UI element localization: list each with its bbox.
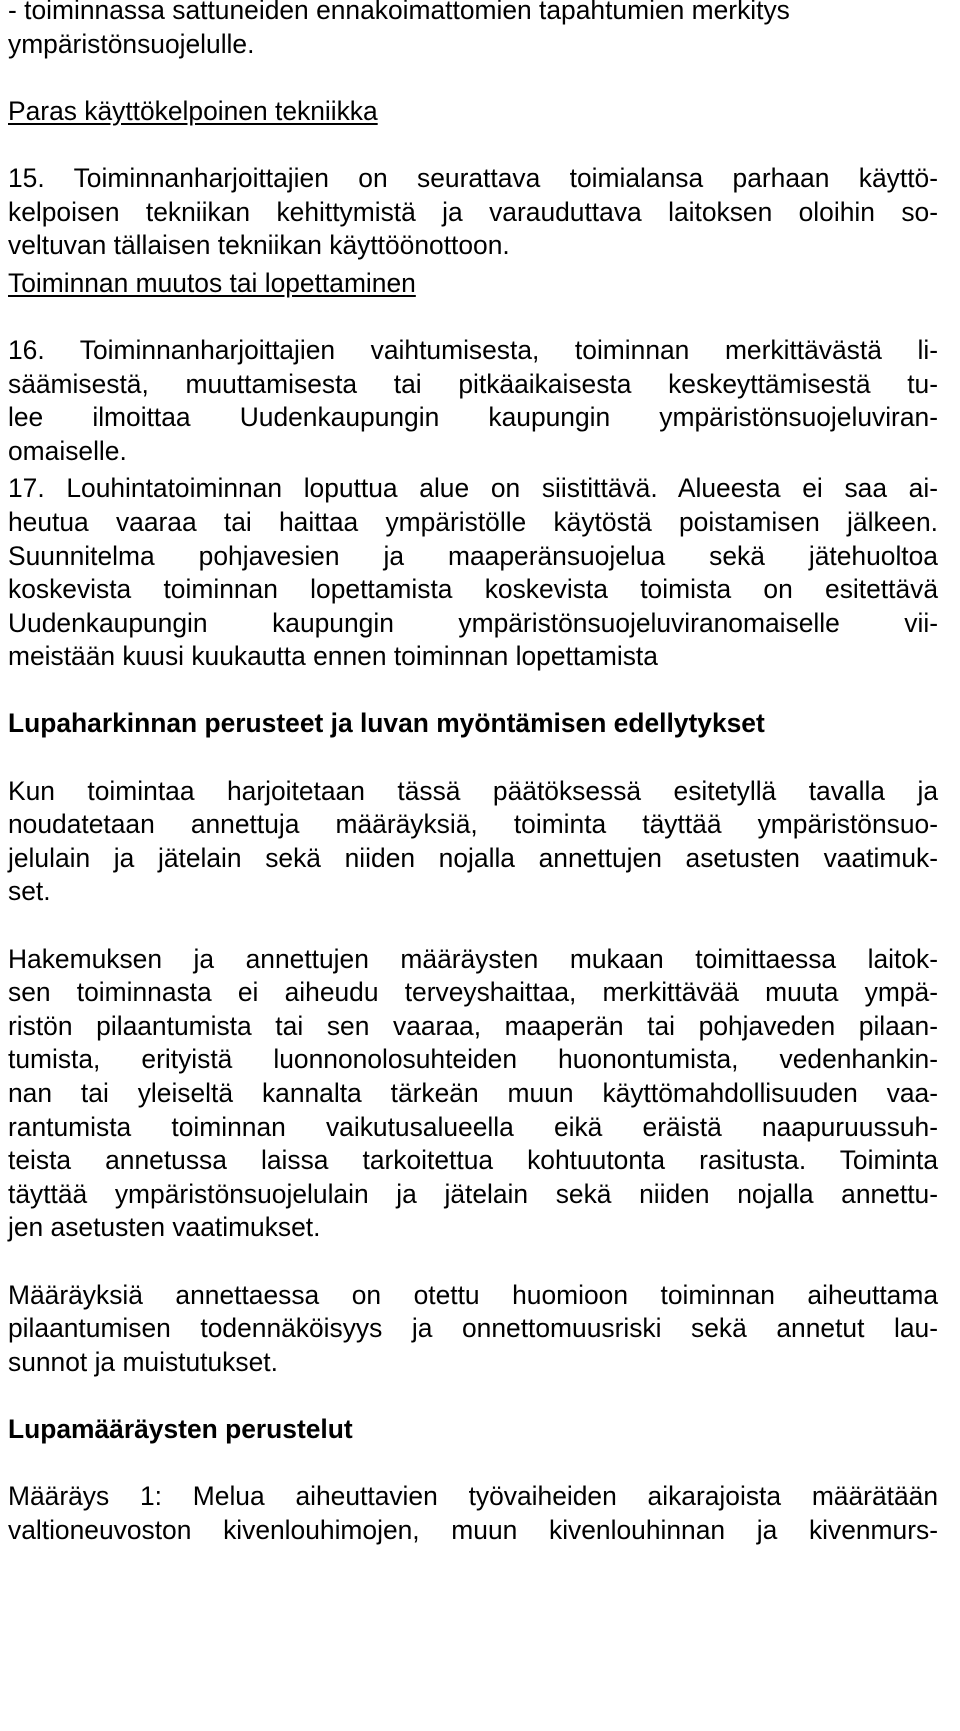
text-line: Määräys 1: Melua aiheuttavien työvaiheiden aikarajoista määrätään — [8, 1481, 938, 1512]
text-line: valtioneuvoston kivenlouhimojen, muun kivenlouhinnan ja kivenmurs- — [8, 1514, 938, 1545]
text-line: 17. Louhintatoiminnan loputtua alue on siistittävä. Alueesta ei saa ai- — [8, 473, 938, 504]
text-line: jelulain ja jätelain sekä niiden nojalla annettujen asetusten vaatimuk- — [8, 842, 938, 873]
paragraph-17 — [8, 472, 938, 674]
text-line: veltuvan tällaisen tekniikan käyttöönottoon. — [8, 230, 510, 261]
text-line: täyttää ympäristönsuojelulain ja jätelain sekä niiden nojalla annettu- — [8, 1178, 938, 1209]
section-best-available-technique — [8, 95, 938, 263]
section-heading-bat: Paras käyttökelpoinen tekniikka — [8, 95, 378, 126]
text-line: teista annetussa laissa tarkoitettua kohtuutonta rasitusta. Toiminta — [8, 1145, 938, 1176]
grounds-paragraph-2 — [8, 943, 938, 1245]
grounds-paragraph-3 — [8, 1279, 938, 1380]
text-line: heutua vaaraa tai haittaa ympäristölle käytöstä poistamisen jälkeen. — [8, 506, 938, 537]
text-line: set. — [8, 876, 51, 907]
document-page — [8, 0, 938, 1547]
text-line: rantumista toiminnan vaikutusalueella eikä eräistä naapuruussuh- — [8, 1111, 938, 1142]
text-line: säämisestä, muuttamisesta tai pitkäaikaisesta keskeyttämisestä tu- — [8, 368, 938, 399]
text-line: sen toiminnasta ei aiheudu terveyshaittaa, merkittävää muuta ympä- — [8, 977, 938, 1008]
text-line: ristön pilaantumista tai sen vaaraa, maaperän tai pohjaveden pilaan- — [8, 1010, 938, 1041]
text-line: meistään kuusi kuukautta ennen toiminnan lopettamista — [8, 641, 658, 672]
text-line: kelpoisen tekniikan kehittymistä ja varauduttava laitoksen oloihin so- — [8, 196, 938, 227]
text-line: tumista, erityistä luonnonolosuhteiden huonontumista, vedenhankin- — [8, 1044, 938, 1075]
text-line: pilaantumisen todennäköisyys ja onnettomuusriski sekä annetut lau- — [8, 1313, 938, 1344]
text-line: lee ilmoittaa Uudenkaupungin kaupungin ympäristönsuojeluviran- — [8, 402, 938, 433]
text-line: sunnot ja muistutukset. — [8, 1346, 278, 1377]
text-line: jen asetusten vaatimukset. — [8, 1212, 321, 1243]
section-permit-grounds — [8, 707, 938, 1379]
text-line: Määräyksiä annettaessa on otettu huomioon toiminnan aiheuttama — [8, 1279, 938, 1310]
section-heading-grounds: Lupaharkinnan perusteet ja luvan myöntämisen edellytykset — [8, 708, 765, 739]
section-change-or-termination — [8, 267, 938, 674]
text-line: Kun toimintaa harjoitetaan tässä päätöksessä esitetyllä tavalla ja — [8, 775, 938, 806]
section-heading-change: Toiminnan muutos tai lopettaminen — [8, 267, 416, 298]
text-line: koskevista toiminnan lopettamista koskevista toimista on esitettävä — [8, 574, 938, 605]
text-line: 15. Toiminnanharjoittajien on seurattava toimialansa parhaan käyttö- — [8, 162, 938, 193]
paragraph-15 — [8, 162, 938, 263]
paragraph-16 — [8, 334, 938, 468]
grounds-paragraph-1 — [8, 775, 938, 909]
text-line: omaiselle. — [8, 435, 127, 466]
text-line: noudatetaan annettuja määräyksiä, toiminta täyttää ympäristönsuo- — [8, 809, 938, 840]
text-line: nan tai yleiseltä kannalta tärkeän muun käyttömahdollisuuden vaa- — [8, 1078, 938, 1108]
section-regulation-reasons — [8, 1413, 938, 1547]
text-line: Uudenkaupungin kaupungin ympäristönsuojeluviranomaiselle vii- — [8, 607, 938, 638]
text-line: ympäristönsuojelulle. — [8, 28, 255, 59]
section-heading-reasons: Lupamääräysten perustelut — [8, 1413, 353, 1444]
text-line: 16. Toiminnanharjoittajien vaihtumisesta, toiminnan merkittävästä li- — [8, 334, 938, 365]
text-line: Suunnitelma pohjavesien ja maaperänsuojelua sekä jätehuoltoa — [8, 540, 938, 571]
text-line: - toiminnassa sattuneiden ennakoimattomien tapahtumien merkitys — [8, 0, 790, 25]
intro-paragraph — [8, 0, 938, 61]
text-line: Hakemuksen ja annettujen määräysten mukaan toimittaessa laitok- — [8, 943, 938, 974]
reasons-paragraph-1 — [8, 1480, 938, 1547]
